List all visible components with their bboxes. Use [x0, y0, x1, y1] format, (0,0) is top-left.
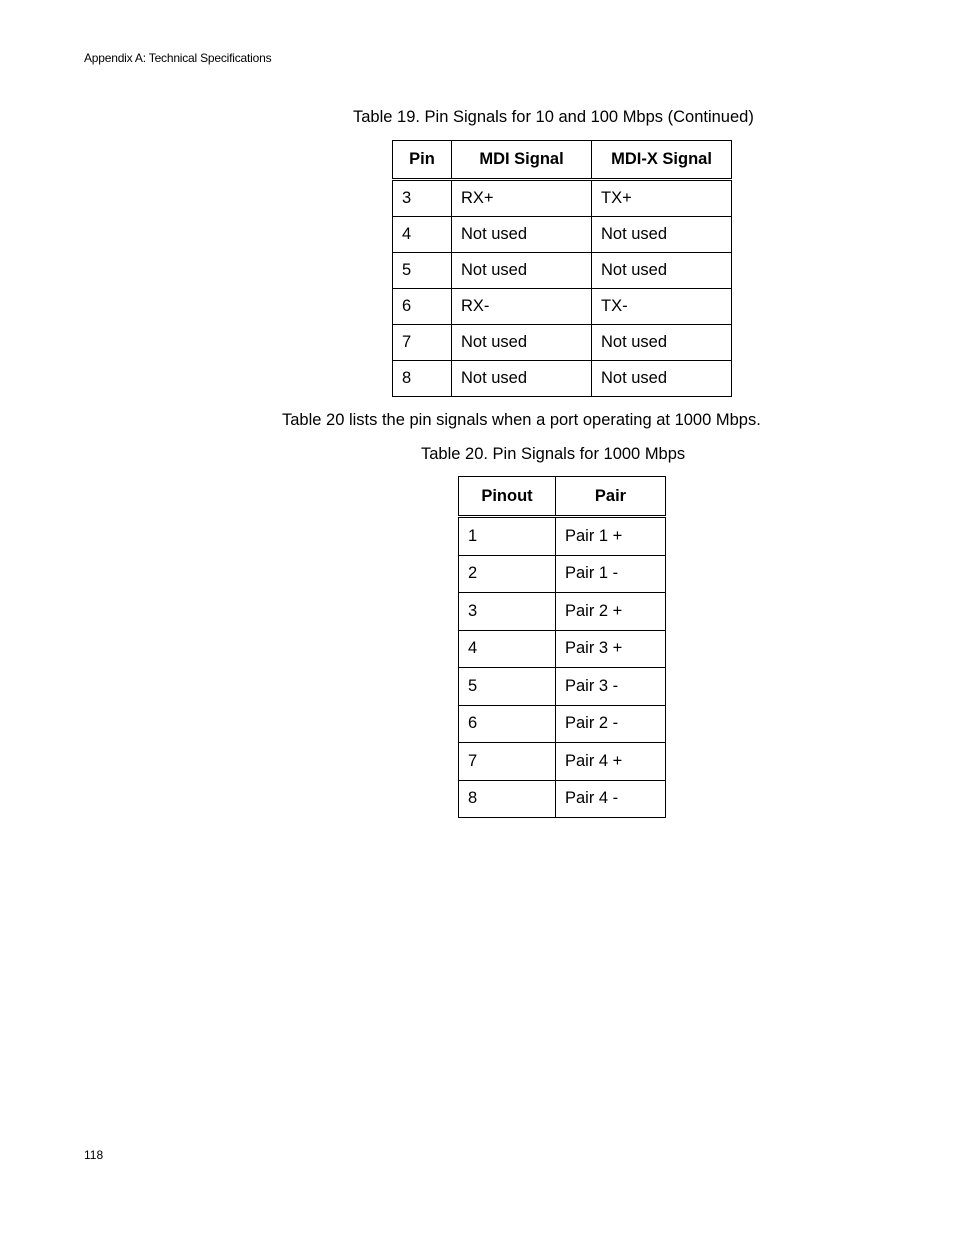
- cell-pin: 3: [393, 180, 452, 217]
- cell-pin: 8: [393, 361, 452, 397]
- column-header-pair: Pair: [556, 477, 666, 517]
- page-number: 118: [84, 1148, 104, 1162]
- column-header-pinout: Pinout: [459, 477, 556, 517]
- cell-pinout: 6: [459, 705, 556, 743]
- cell-pin: 4: [393, 217, 452, 253]
- cell-mdix-signal: Not used: [592, 325, 732, 361]
- cell-pair: Pair 2 -: [556, 705, 666, 743]
- cell-pair: Pair 1 +: [556, 517, 666, 556]
- cell-pair: Pair 1 -: [556, 555, 666, 593]
- cell-mdi-signal: Not used: [452, 253, 592, 289]
- cell-pinout: 4: [459, 630, 556, 668]
- table-header-row: [459, 477, 666, 517]
- cell-pinout: 5: [459, 668, 556, 706]
- table-row: [393, 217, 732, 253]
- cell-mdi-signal: Not used: [452, 361, 592, 397]
- body-paragraph: Table 20 lists the pin signals when a port operating at 1000 Mbps.: [282, 411, 761, 429]
- cell-pair: Pair 3 +: [556, 630, 666, 668]
- table-row: [393, 361, 732, 397]
- cell-pin: 5: [393, 253, 452, 289]
- table-row: [459, 517, 666, 556]
- table-row: [393, 253, 732, 289]
- table-19: [392, 140, 732, 397]
- cell-mdix-signal: TX-: [592, 289, 732, 325]
- table-header-row: [393, 141, 732, 180]
- table-row: [459, 668, 666, 706]
- cell-mdi-signal: Not used: [452, 325, 592, 361]
- table-row: [459, 555, 666, 593]
- cell-mdix-signal: Not used: [592, 217, 732, 253]
- cell-pair: Pair 3 -: [556, 668, 666, 706]
- cell-pin: 6: [393, 289, 452, 325]
- running-header: Appendix A: Technical Specifications: [84, 51, 272, 65]
- cell-pinout: 3: [459, 593, 556, 631]
- table-row: [459, 593, 666, 631]
- table-20: [458, 476, 666, 818]
- table-19-caption: Table 19. Pin Signals for 10 and 100 Mbps (Continued): [353, 108, 754, 126]
- cell-mdi-signal: RX-: [452, 289, 592, 325]
- cell-pinout: 2: [459, 555, 556, 593]
- cell-mdix-signal: Not used: [592, 253, 732, 289]
- table-row: [459, 705, 666, 743]
- cell-pinout: 8: [459, 780, 556, 818]
- cell-pair: Pair 4 -: [556, 780, 666, 818]
- table-20-caption: Table 20. Pin Signals for 1000 Mbps: [421, 445, 686, 463]
- column-header-mdi-signal: MDI Signal: [452, 141, 592, 180]
- cell-pair: Pair 4 +: [556, 743, 666, 781]
- cell-mdix-signal: TX+: [592, 180, 732, 217]
- table-row: [393, 325, 732, 361]
- table-row: [393, 180, 732, 217]
- cell-pinout: 7: [459, 743, 556, 781]
- cell-mdix-signal: Not used: [592, 361, 732, 397]
- table-row: [459, 630, 666, 668]
- cell-mdi-signal: Not used: [452, 217, 592, 253]
- cell-pair: Pair 2 +: [556, 593, 666, 631]
- cell-pinout: 1: [459, 517, 556, 556]
- column-header-mdix-signal: MDI-X Signal: [592, 141, 732, 180]
- table-row: [393, 289, 732, 325]
- cell-pin: 7: [393, 325, 452, 361]
- table-row: [459, 780, 666, 818]
- column-header-pin: Pin: [393, 141, 452, 180]
- table-row: [459, 743, 666, 781]
- cell-mdi-signal: RX+: [452, 180, 592, 217]
